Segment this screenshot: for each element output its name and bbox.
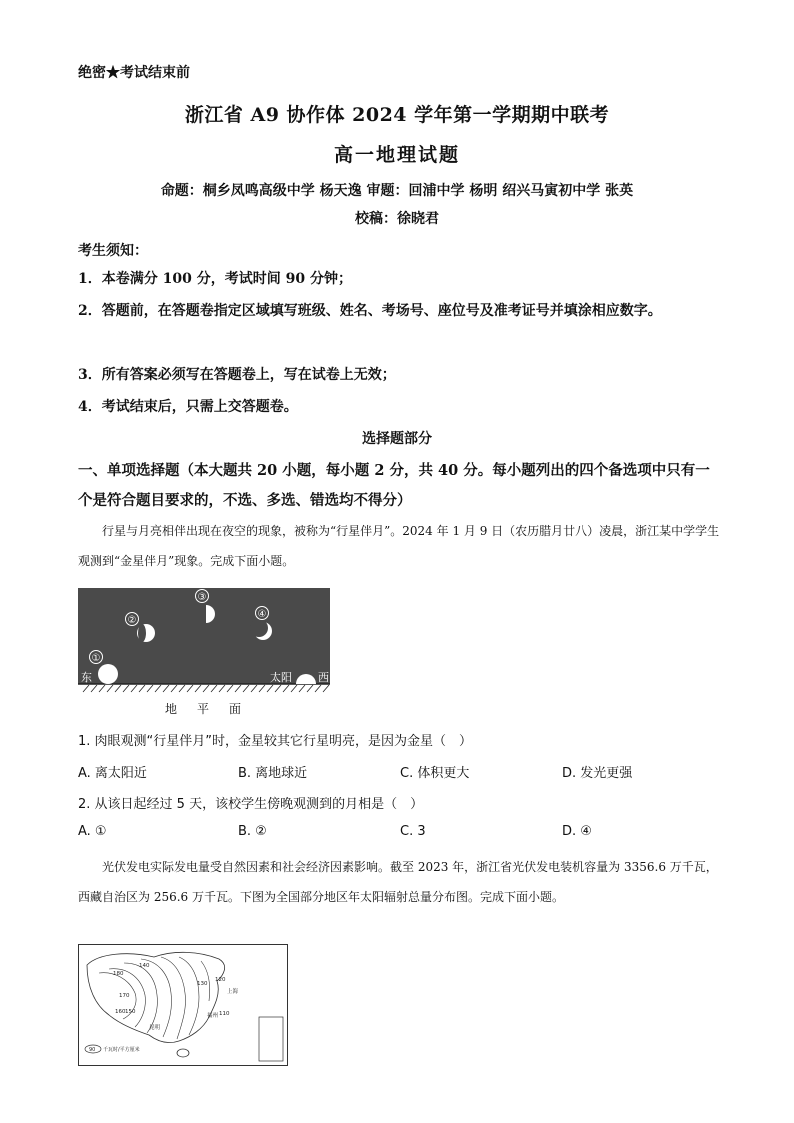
label-2: ②	[127, 615, 137, 626]
passage-1: 行星与月亮相伴出现在夜空的现象，被称为“行星伴月”。2024 年 1 月 9 日（农历腊月廿八）凌晨，浙江某中学学生观测到“金星伴月”现象。完成下面小题。	[78, 524, 720, 568]
notice-rule-2: 2．答题前，在答题卷指定区域填写班级、姓名、考场号、座位号及准考证号并填涂相应数字。	[78, 303, 662, 319]
svg-text:福州: 福州	[207, 1013, 219, 1019]
solar-radiation-map	[78, 944, 288, 1066]
east-label: 东	[81, 671, 92, 684]
label-3: ③	[197, 592, 207, 603]
ground-label: 地平面	[165, 702, 262, 716]
q2-option-d[interactable]: D. ④	[562, 824, 592, 839]
q1-option-d[interactable]: D. 发光更强	[562, 766, 633, 781]
passage-2: 光伏发电实际发电量受自然因素和社会经济因素影响。截至 2023 年，浙江省光伏发电装机容量为 3356.6 万千瓦，西藏自治区为 256.6 万千瓦。下图为全国部分地区年太阳辐射总量分布图。完成下面小题。	[78, 860, 718, 904]
notice-heading: 考生须知：	[78, 243, 148, 259]
moon-phase-figure	[78, 588, 330, 695]
part1-instructions: 一、单项选择题（本大题共 20 小题，每小题 2 分，共 40 分。每小题列出的四个备选项中只有一个是符合题目要求的，不选、多选、错选均不得分）	[78, 462, 710, 509]
map-outline	[87, 952, 283, 1061]
svg-text:昆明: 昆明	[149, 1025, 161, 1031]
label-1: ①	[91, 653, 101, 664]
exam-subtitle: 高一地理试题	[333, 144, 460, 166]
confidential-mark: 绝密★考试结束前	[78, 65, 190, 81]
svg-text:180: 180	[113, 971, 124, 977]
moon-1-full	[98, 664, 118, 684]
svg-text:170: 170	[119, 993, 130, 999]
q2-option-c[interactable]: C. 3	[400, 824, 426, 839]
q2-option-b[interactable]: B. ②	[238, 824, 267, 839]
proofreader-line: 校稿：徐晓君	[355, 211, 439, 227]
q1-option-b[interactable]: B. 离地球近	[238, 766, 308, 781]
section-title: 选择题部分	[362, 431, 432, 447]
svg-text:160: 160	[115, 1009, 126, 1015]
svg-text:90: 90	[89, 1047, 96, 1053]
svg-text:150: 150	[125, 1009, 136, 1015]
svg-text:上海: 上海	[227, 989, 239, 995]
map-legend	[85, 1045, 140, 1053]
question-1-stem: 1. 肉眼观测“行星伴月”时，金星较其它行星明亮，是因为金星（ ）	[78, 734, 473, 749]
svg-text:140: 140	[139, 963, 150, 969]
sun-label: 太阳	[270, 671, 292, 684]
authors-line: 命题：桐乡凤鸣高级中学 杨天逸 审题：回浦中学 杨明 绍兴马寅初中学 张英	[160, 183, 634, 199]
svg-text:120: 120	[215, 977, 226, 983]
svg-text:千瓦时/平方厘米: 千瓦时/平方厘米	[103, 1047, 140, 1053]
q1-option-a[interactable]: A. 离太阳近	[78, 766, 147, 781]
question-2-stem: 2. 从该日起经过 5 天，该校学生傍晚观测到的月相是（ ）	[78, 797, 424, 812]
q2-option-a[interactable]: A. ①	[78, 824, 107, 839]
label-4: ④	[257, 609, 267, 620]
svg-text:130: 130	[197, 981, 208, 987]
notice-rule-3: 3．所有答案必须写在答题卷上，写在试卷上无效；	[78, 367, 396, 383]
notice-rule-4: 4．考试结束后，只需上交答题卷。	[78, 399, 298, 415]
exam-title: 浙江省 A9 协作体 2024 学年第一学期期中联考	[184, 104, 610, 126]
notice-rule-1: 1．本卷满分 100 分，考试时间 90 分钟；	[78, 271, 352, 287]
q1-option-c[interactable]: C. 体积更大	[400, 766, 470, 781]
svg-text:110: 110	[219, 1011, 230, 1017]
west-label: 西	[318, 671, 329, 684]
